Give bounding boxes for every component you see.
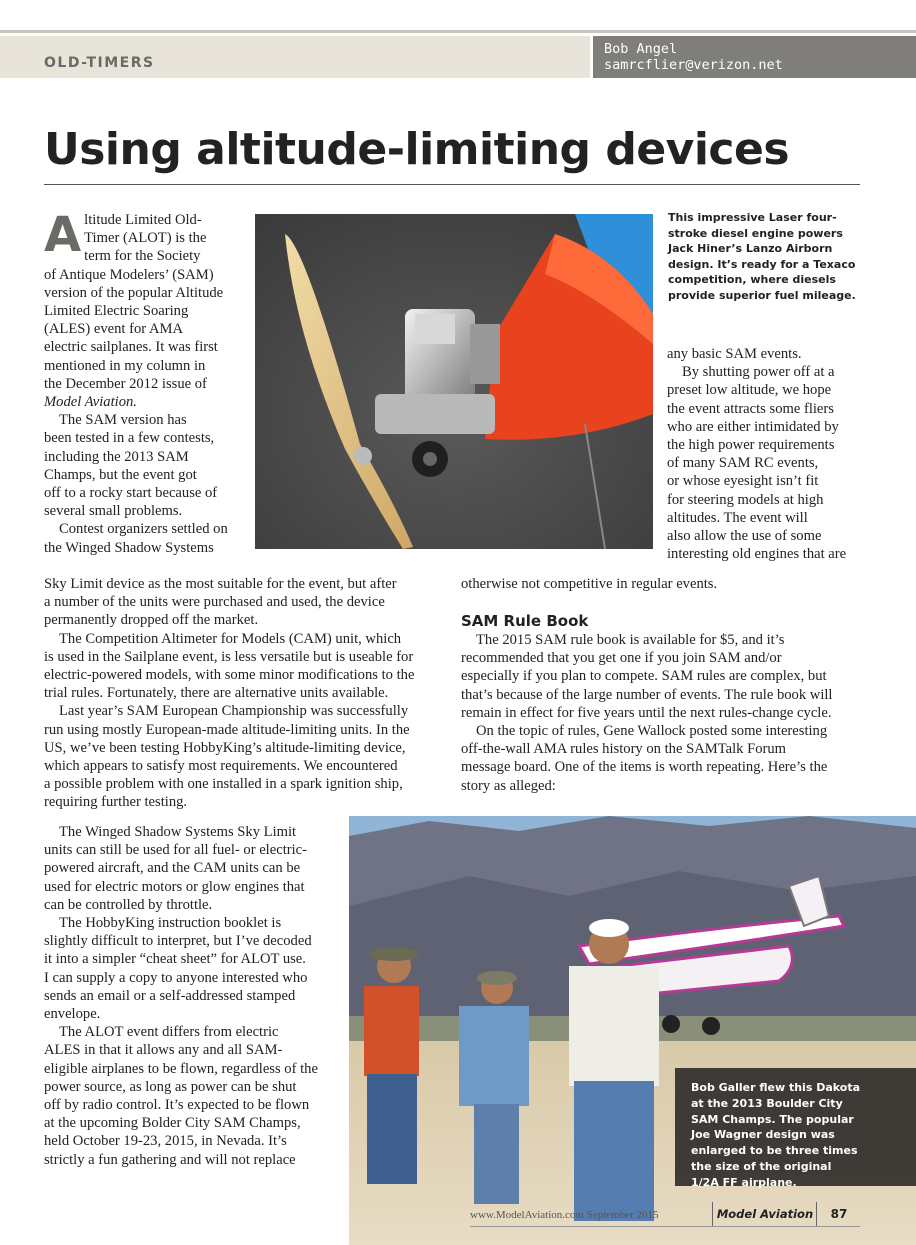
footer-url: www.ModelAviation.com September 2015 xyxy=(470,1209,659,1221)
text-line: The SAM version has xyxy=(59,412,187,429)
text-line: envelope. xyxy=(44,1006,101,1023)
text-line: message board. One of the items is worth repeating. Here’s the xyxy=(461,759,828,776)
author-name: Bob Angel xyxy=(604,41,678,57)
body-column-2-lower xyxy=(461,631,871,795)
text-line: story as alleged: xyxy=(461,777,556,794)
text-line: held October 19-23, 2015, in Nevada. It’s xyxy=(44,1133,287,1150)
text-line: sends an email or a self-addressed stamped xyxy=(44,987,296,1004)
text-line: is used in the Sailplane event, is less versatile but is useable for xyxy=(44,648,414,665)
section-label: OLD-TIMERS xyxy=(44,55,155,71)
body-column-1-lower xyxy=(44,823,344,1169)
text-line: the December 2012 issue of xyxy=(44,375,207,392)
text-line: been tested in a few contests, xyxy=(44,430,215,447)
text-line: Model Aviation. xyxy=(44,394,137,411)
text-line: permanently dropped off the market. xyxy=(44,612,259,629)
text-line: I can supply a copy to anyone interested who xyxy=(44,969,308,986)
body-column-1-wide xyxy=(44,575,454,812)
section-subhead: SAM Rule Book xyxy=(461,612,589,630)
text-line: the event attracts some fliers xyxy=(667,400,834,417)
text-line: ltitude Limited Old- xyxy=(84,212,202,228)
text-line: several small problems. xyxy=(44,503,183,520)
text-line: power source, as long as power can be shut xyxy=(44,1078,297,1095)
text-line: can be controlled by throttle. xyxy=(44,896,213,913)
dakota-photo-caption-box xyxy=(675,1068,916,1189)
author-band xyxy=(593,36,916,78)
text-line: any basic SAM events. xyxy=(667,346,802,362)
text-line: run using mostly European-made altitude-limiting units. In the xyxy=(44,721,410,738)
text-line: By shutting power off at a xyxy=(682,364,835,381)
text-line: the high power requirements xyxy=(667,437,835,454)
text-line: recommended that you get one if you join SAM and/or xyxy=(461,650,782,667)
text-line: interesting old engines that are xyxy=(667,546,847,563)
text-line: who are either intimidated by xyxy=(667,418,839,435)
text-line: off by radio control. It’s expected to be flown xyxy=(44,1097,310,1114)
text-line: off-the-wall AMA rules history on the SAMTalk Forum xyxy=(461,741,787,758)
engine-photo-caption: This impressive Laser four-stroke diesel engine powers Jack Hiner’s Lanzo Airborn design. It’s ready for a Texaco competition, where diesels provide superior fuel mileage. xyxy=(668,211,856,302)
text-line: at the upcoming Bolder City SAM Champs, xyxy=(44,1115,301,1132)
text-line: Sky Limit device as the most suitable for the event, but after xyxy=(44,576,397,592)
text-line: The Winged Shadow Systems Sky Limit xyxy=(59,824,297,840)
text-line: or whose eyesight isn’t fit xyxy=(667,473,819,490)
text-line: Limited Electric Soaring xyxy=(44,303,189,320)
text-line: trial rules. Fortunately, there are alternative units available. xyxy=(44,685,389,702)
text-line: The Competition Altimeter for Models (CAM) unit, which xyxy=(59,630,402,647)
text-line: electric-powered models, with some minor modifications to the xyxy=(44,667,415,684)
text-line: The 2015 SAM rule book is available for $5, and it’s xyxy=(476,632,785,648)
text-line: version of the popular Altitude xyxy=(44,284,224,301)
text-line: US, we’ve been testing HobbyKing’s altitude-limiting device, xyxy=(44,739,406,756)
text-line: (ALES) event for AMA xyxy=(44,321,184,338)
text-line: On the topic of rules, Gene Wallock posted some interesting xyxy=(476,723,828,740)
text-line: a number of the units were purchased and used, the device xyxy=(44,594,385,611)
text-line: it into a simpler “cheat sheet” for ALOT use. xyxy=(44,951,306,968)
text-line: powered aircraft, and the CAM units can be xyxy=(44,860,301,877)
author-email[interactable]: samrcflier@verizon.net xyxy=(604,57,783,73)
text-line: altitudes. The event will xyxy=(667,509,808,526)
text-line: Champs, but the event got xyxy=(44,466,197,483)
text-line: units can still be used for all fuel- or electric- xyxy=(44,842,307,859)
text-line: The ALOT event differs from electric xyxy=(59,1024,279,1041)
text-line: strictly a fun gathering and will not replace xyxy=(44,1151,296,1168)
top-rule xyxy=(0,30,916,33)
text-line: which appears to satisfy most requirements. We encountered xyxy=(44,758,398,775)
text-line: including the 2013 SAM xyxy=(44,448,189,465)
text-line: Last year’s SAM European Championship was successfully xyxy=(59,703,409,720)
footer-rule xyxy=(470,1226,860,1227)
page-title: Using altitude-limiting devices xyxy=(44,124,790,175)
body-column-2-wide xyxy=(461,575,861,593)
text-line: term for the Society xyxy=(84,248,201,265)
text-line: a possible problem with one installed in a spark ignition ship, xyxy=(44,776,403,793)
page-number: 87 xyxy=(816,1202,861,1226)
text-line: especially if you plan to compete. SAM rules are complex, but xyxy=(461,668,827,685)
text-line: used for electric motors or glow engines that xyxy=(44,878,305,895)
text-line: remain in effect for five years until the next rules-change cycle. xyxy=(461,704,832,721)
text-line: for steering models at high xyxy=(667,491,824,508)
text-line: slightly difficult to interpret, but I’ve decoded xyxy=(44,933,312,950)
text-line: eligible airplanes to be flown, regardless of the xyxy=(44,1060,318,1077)
drop-cap: A xyxy=(44,207,82,263)
text-line: mentioned in my column in xyxy=(44,357,206,374)
text-line: preset low altitude, we hope xyxy=(667,382,832,399)
text-line: electric sailplanes. It was first xyxy=(44,339,218,356)
body-column-1 xyxy=(44,207,254,557)
text-line: of many SAM RC events, xyxy=(667,455,819,472)
text-line: requiring further testing. xyxy=(44,794,188,811)
body-column-2 xyxy=(667,345,867,563)
title-rule xyxy=(44,184,860,185)
text-line: Timer (ALOT) is the xyxy=(84,230,207,247)
text-line: the Winged Shadow Systems xyxy=(44,539,214,556)
text-line: off to a rocky start because of xyxy=(44,485,218,502)
footer-magazine: Model Aviation xyxy=(712,1202,817,1226)
text-line: Contest organizers settled on xyxy=(59,521,228,538)
text-line: The HobbyKing instruction booklet is xyxy=(59,915,282,932)
engine-photo xyxy=(255,214,653,549)
text-line: that’s because of the large number of events. The rule book will xyxy=(461,686,833,703)
text-line: also allow the use of some xyxy=(667,528,822,545)
dakota-photo-caption: Bob Galler flew this Dakota at the 2013 Boulder City SAM Champs. The popular Joe Wagner design was enlarged to be three times the size of the original 1/2A FF airplane. xyxy=(691,1081,861,1189)
text-line: otherwise not competitive in regular events. xyxy=(461,576,718,592)
text-line: of Antique Modelers’ (SAM) xyxy=(44,266,214,283)
text-line: ALES in that it allows any and all SAM- xyxy=(44,1042,283,1059)
